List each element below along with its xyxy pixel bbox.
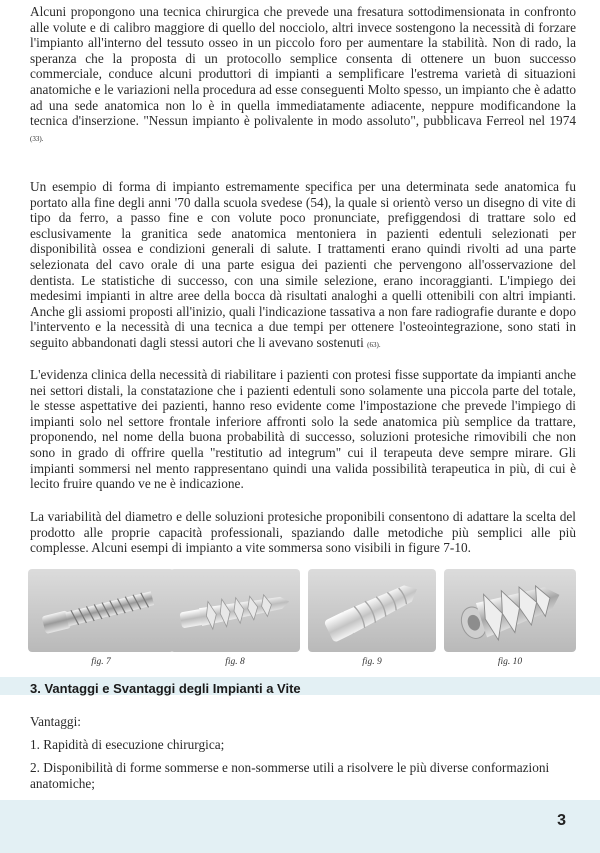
paragraph-2 [30,179,576,354]
advantage-item-2: 2. Disponibilità di forme sommerse e non-sommerse utili a risolvere le più diverse conformazioni anatomiche; [30,760,550,791]
screw-implant-icon [444,569,576,652]
page-number: 3 [557,812,566,829]
paragraph-4 [30,509,576,556]
paragraph-1-reference: (33). [30,134,44,143]
figure-8 [170,569,300,667]
section-heading: 3. Vantaggi e Svantaggi degli Impianti a Vite [30,681,301,696]
figure-10 [444,569,576,667]
advantages-label: Vantaggi: [30,714,81,729]
figure-8-caption: fig. 8 [225,657,245,667]
screw-implant-icon [170,569,300,652]
paragraph-4-text: La variabilità del diametro e delle soluzioni protesiche proponibili consentono di adattare la scelta del prodotto alle proprie capacità professionali, spaziando dalle metodiche più semplici alle più complesse. Alcuni esempi di impianto a vite sommersa sono visibili in figure 7-10. [30,509,576,556]
figure-strip [28,569,576,669]
figure-10-caption: fig. 10 [497,657,523,667]
figure-7-caption: fig. 7 [91,657,111,667]
paragraph-1 [30,4,576,147]
advantage-item-1: 1. Rapidità di esecuzione chirurgica; [30,737,225,752]
paragraph-2-text: Un esempio di forma di impianto estremamente specifica per una determinata sede anatomica fu portato alla fine degli anni '70 dalla scuola svedese (54), la quale si orientò verso un disegno di vite di tipo da ferro, a passo fine e con volute poco pronunciate, prefiggendosi di trattare solo ed esclusivamente la granitica sede anatomica mentoniera in pazienti edentuli selezionati per disponibilità ossea e condizioni generali di salute. I trattamenti erano quindi rivolti ad una parte selezionata del cavo orale di una parte esigua dei pazienti che pervengono all'osservazione del dentista. Le statistiche di successo, con una simile selezione, erano incoraggianti. L'impiego dei medesimi impianti in altre aree della bocca dà risultati analoghi a quelli ottenibili con altri impianti. Anche gli assiomi proposti all'inizio, quali l'indicazione tassativa a non fare radiografie durante e dopo l'intervento e la necessità di una tecnica a due tempi per ottenere l'osteointegrazione, sono stati in seguito abbandonati dagli stessi autori che li avevano sostenuti [30,179,576,350]
screw-implant-icon [308,569,436,652]
paragraph-3 [30,367,576,492]
paragraph-1-text: Alcuni propongono una tecnica chirurgica che prevede una fresatura sottodimensionata in confronto alle volute e di calibro maggiore di quello del nocciolo, altri invece sostengono la necessità di forzare l'impianto all'interno del tessuto osseo in un piccolo foro per aumentare la stabilità. Non di rado, la speranza che la proposta di un protocollo semplice consenta di ottenere un buon successo commerciale, conduce alcuni produttori di impianti a semplificare l'estrema varietà di situazioni anatomiche e le variazioni nella procedura ad esse conseguenti Molto spesso, un impianto che è adatto ad una sede anatomica non lo è in quella immediatamente adiacente, neppure modificandone la tecnica d'inserzione. "Nessun impianto è polivalente in modo assoluto", pubblicava Ferreol nel 1974 [30,4,576,129]
paragraph-3-text: L'evidenza clinica della necessità di riabilitare i pazienti con protesi fisse supportate da impianti anche nei settori distali, la constatazione che i pazienti edentuli sono solamente una piccola parte del totale, le stesse aspettative dei pazienti, hanno reso evidente come l'impostazione che prevede l'impiego di impianti solo nel settore frontale inferiore affronti solo la sede anatomica più semplice da trattare, proponendo, nel nome della buona probabilità di successo, soluzioni protesiche rimovibili che non sono in grado di offrire quella "restitutio ad integrum" cui il terapeuta deve sempre mirare. Gli impianti sommersi nel mento rappresentano quindi una valida possibilità terapeutica in più, di cui è lecito fruire quando ve ne è indicazione. [30,367,576,492]
figure-9-caption: fig. 9 [362,657,382,667]
figure-9 [308,569,436,667]
footer-band [0,800,600,853]
screw-implant-icon [28,569,174,652]
figure-7 [28,569,174,667]
paragraph-2-reference: (63). [367,340,381,349]
